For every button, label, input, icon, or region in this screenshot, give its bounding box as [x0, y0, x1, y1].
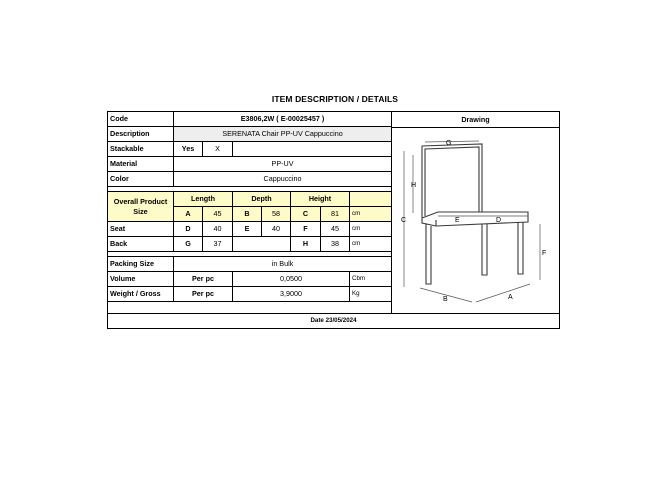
dim-a-key: A	[174, 207, 203, 222]
dim-g-key: G	[174, 237, 203, 252]
length-header: Length	[174, 192, 233, 207]
dim-b-key: B	[233, 207, 262, 222]
dim-c-value: 81	[321, 207, 350, 222]
color-label: Color	[108, 172, 174, 187]
stackable-blank	[233, 142, 392, 157]
dim-d-key: D	[174, 222, 203, 237]
dim-a-line	[476, 284, 530, 302]
drawing-label-f: F	[542, 250, 547, 257]
seat-edge	[422, 212, 528, 226]
depth-header: Depth	[233, 192, 291, 207]
seat-unit: cm	[350, 222, 392, 237]
stackable-mark: X	[203, 142, 233, 157]
dim-f-key: F	[291, 222, 321, 237]
dim-e-key: E	[233, 222, 262, 237]
row-packing-size	[108, 257, 392, 272]
row-weight	[108, 287, 392, 302]
volume-unit: Cbm	[350, 272, 392, 287]
drawing-label-g: G	[446, 140, 452, 147]
row-material	[108, 157, 392, 172]
dim-e-value: 40	[262, 222, 291, 237]
back-blank	[233, 237, 291, 252]
description-value: SERENATA Chair PP-UV Cappuccino	[174, 127, 392, 142]
row-stackable	[108, 142, 392, 157]
color-value: Cappuccino	[174, 172, 392, 187]
overall-size-label: Overall Product Size	[108, 192, 174, 222]
stackable-option: Yes	[174, 142, 203, 157]
packing-size-value: in Bulk	[174, 257, 392, 272]
spec-table	[107, 111, 392, 302]
volume-per: Per pc	[174, 272, 233, 287]
code-value: E3806,2W ( E-00025457 )	[174, 112, 392, 127]
material-value: PP-UV	[174, 157, 392, 172]
row-code	[108, 112, 392, 127]
packing-size-label: Packing Size	[108, 257, 174, 272]
weight-value: 3,9000	[233, 287, 350, 302]
chair-outline	[422, 144, 528, 284]
weight-label: Weight / Gross	[108, 287, 174, 302]
header-blank	[350, 192, 392, 207]
document-title: ITEM DESCRIPTION / DETAILS	[271, 94, 399, 104]
back-right-leg	[518, 222, 523, 274]
row-seat	[108, 222, 392, 237]
row-back	[108, 237, 392, 252]
overall-unit: cm	[350, 207, 392, 222]
chair-drawing	[392, 127, 560, 313]
backrest-inner	[425, 147, 479, 216]
drawing-label-h: H	[411, 182, 417, 189]
dim-h-value: 38	[321, 237, 350, 252]
front-left-leg	[426, 224, 431, 284]
stackable-label: Stackable	[108, 142, 174, 157]
height-header: Height	[291, 192, 350, 207]
dim-c-key: C	[291, 207, 321, 222]
drawing-label-d: D	[496, 217, 502, 224]
drawing-label-c: C	[401, 217, 407, 224]
material-label: Material	[108, 157, 174, 172]
weight-unit: Kg	[350, 287, 392, 302]
drawing-label-b: B	[443, 296, 448, 303]
back-unit: cm	[350, 237, 392, 252]
backrest-outer	[422, 144, 482, 218]
drawing-header: Drawing	[391, 111, 560, 128]
volume-label: Volume	[108, 272, 174, 287]
dimension-lines	[404, 141, 540, 302]
seat-label: Seat	[108, 222, 174, 237]
dim-f-value: 45	[321, 222, 350, 237]
date-footer: Date 23/05/2024	[107, 313, 560, 329]
dim-h-key: H	[291, 237, 321, 252]
dim-g-value: 37	[203, 237, 233, 252]
dim-g-line	[425, 141, 479, 142]
description-label: Description	[108, 127, 174, 142]
dim-b-value: 58	[262, 207, 291, 222]
drawing-area	[391, 127, 560, 313]
code-label: Code	[108, 112, 174, 127]
row-volume	[108, 272, 392, 287]
row-color	[108, 172, 392, 187]
drawing-label-a: A	[508, 294, 513, 301]
drawing-label-e: E	[455, 217, 460, 224]
row-description	[108, 127, 392, 142]
back-label: Back	[108, 237, 174, 252]
volume-value: 0,0500	[233, 272, 350, 287]
dim-a-value: 45	[203, 207, 233, 222]
front-right-leg	[482, 224, 487, 275]
row-size-headers	[108, 192, 392, 207]
dim-d-value: 40	[203, 222, 233, 237]
weight-per: Per pc	[174, 287, 233, 302]
